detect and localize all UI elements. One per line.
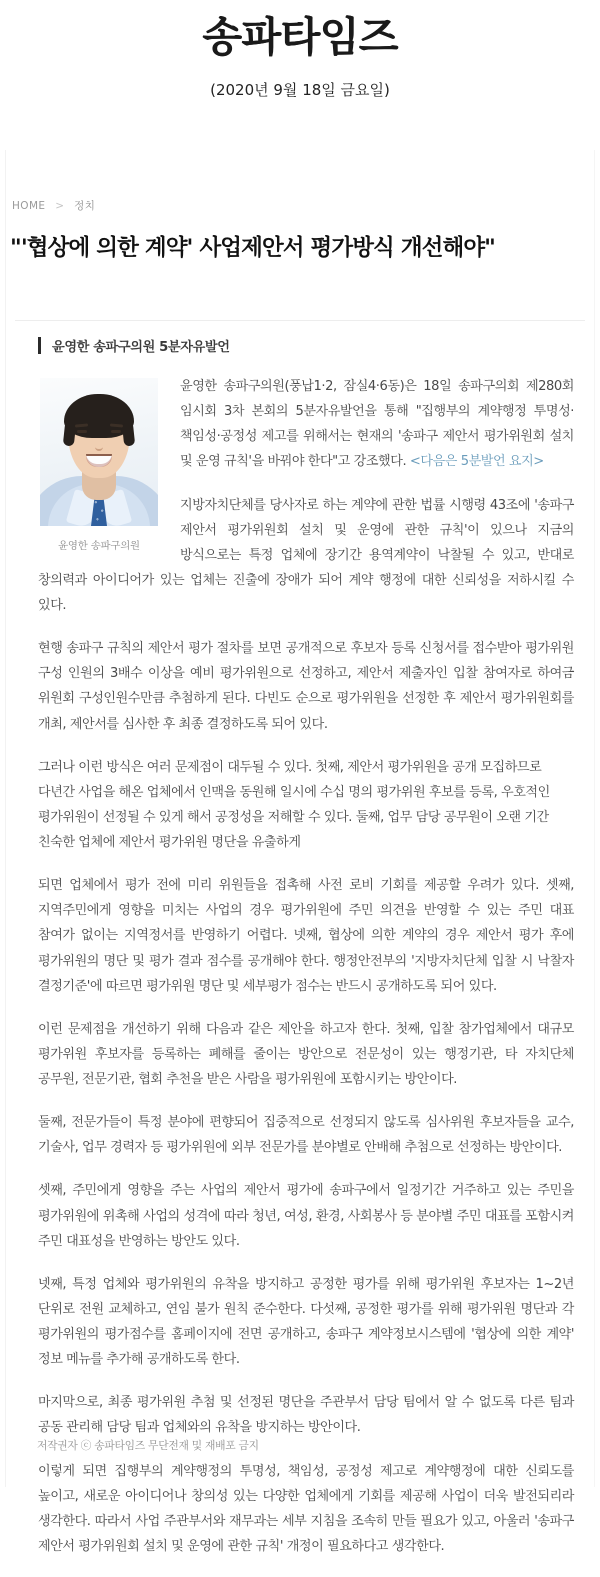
breadcrumb-home-link[interactable]: HOME bbox=[12, 200, 46, 212]
article-paragraph: 현행 송파구 규칙의 제안서 평가 절차를 보면 공개적으로 후보자 등록 신청서를 접수받아 평가위원 구성 인원의 3배수 이상을 예비 평가위원으로 선정하고, 제안서 제출자인 입찰 참여자로 하여금 위원회 구성인원수만큼 추첨하게 된다. 다빈도 순으로 평가위원을 선정한 후 제안서 평가위원회를 개최, 제안서를 심사한 후 최종 결정하도록 되어 있다. bbox=[38, 641, 574, 732]
photo-eye-left bbox=[77, 430, 87, 433]
photo-hair bbox=[64, 394, 134, 438]
breadcrumb bbox=[12, 198, 95, 213]
content-frame bbox=[5, 150, 595, 1554]
article-paragraph: 지방자치단체를 당사자로 하는 계약에 관한 법률 시행령 43조에 '송파구 제안서 평가위원회 설치 및 운영에 관한 규칙'이 있으나 지금의 방식으로는 특정 업체에 장기간 용역계약이 낙찰될 수 있고, 반대로 창의력과 아이디어가 있는 업체는 진출에 장애가 되어 계약 행정에 대한 신뢰성을 저하시킬 수 있다. bbox=[38, 497, 574, 613]
article-subhead bbox=[38, 336, 230, 355]
article-paragraph: 마지막으로, 최종 평가위원 추첨 및 선정된 명단을 주관부서 담당 팀에서 알 수 없도록 다른 팀과 공동 관리해 담당 팀과 업체와의 유착을 방지하는 방안이다. bbox=[38, 1395, 574, 1436]
article-subhead-label: 윤영한 송파구의원 5분자유발언 bbox=[52, 340, 230, 355]
copyright-notice: 저작권자 ⓒ 송파타임즈 무단전재 및 재배포 금지 bbox=[37, 1439, 259, 1452]
site-logo-title[interactable]: 송파타임즈 bbox=[202, 13, 398, 61]
chevron-right-icon: > bbox=[55, 200, 65, 212]
portrait-photo bbox=[40, 378, 158, 526]
article-figure bbox=[40, 378, 164, 552]
photo-eye-right bbox=[111, 430, 121, 433]
article-paragraph: 그러나 이런 방식은 여러 문제점이 대두될 수 있다. 첫째, 제안서 평가위원을 공개 모집하므로 다년간 사업을 해온 업체에서 인맥을 동원해 일시에 수십 명의 평가위원 후보를 등록, 우호적인 평가위원이 선정될 수 있게 해서 공정성을 저해할 수 있다. 둘째, 업무 담당 공무원이 오랜 기간 친숙한 업체에 제안서 평가위원 명단을 유출하게 bbox=[38, 759, 550, 850]
breadcrumb-category-link[interactable]: 정치 bbox=[74, 200, 96, 212]
photo-nose bbox=[95, 440, 103, 451]
article-body bbox=[38, 374, 574, 1577]
article-paragraph: 셋째, 주민에게 영향을 주는 사업의 제안서 평가에 송파구에서 일정기간 거주하고 있는 주민을 평가위원에 위촉해 사업의 성격에 따라 청년, 여성, 환경, 사회봉사 등 분야별 주민 대표를 포함시켜 주민 대표성을 반영하는 방안도 있다. bbox=[38, 1183, 574, 1249]
article-paragraph: 넷째, 특정 업체와 평가위원의 유착을 방지하고 공정한 평가를 위해 평가위원 후보자는 1~2년 단위로 전원 교체하고, 연임 불가 원칙 준수한다. 다섯째, 공정한 평가를 위해 평가위원 명단과 각 평가위원의 평가점수를 홈페이지에 전면 공개하고, 송파구 계약정보시스템에 '협상에 의한 계약' 정보 메뉴를 추가해 공개하도록 한다. bbox=[38, 1276, 574, 1368]
article-paragraph: 이런 문제점을 개선하기 위해 다음과 같은 제안을 하고자 한다. 첫째, 입찰 참가업체에서 대규모 평가위원 후보자를 등록하는 폐해를 줄이는 방안으로 전문성이 있는 행정기관, 타 자치단체 공무원, 전문기관, 협회 추천을 받은 사람을 평가위원에 포함시키는 방안이다. bbox=[38, 1021, 574, 1087]
article-paragraph: 이렇게 되면 집행부의 계약행정의 투명성, 책임성, 공정성 제고로 계약행정에 대한 신뢰도를 높이고, 새로운 아이디어나 창의성 있는 다양한 업체에게 기회를 제공해 사업이 더욱 발전되리라 생각한다. 따라서 사업 주관부서와 재무과는 세부 지침을 조속히 만들 필요가 있고, 아울러 '송파구 제안서 평가위원회 설치 및 운영에 관한 규칙' 개정이 필요하다고 생각한다. bbox=[38, 1463, 574, 1554]
article-paragraph: 둘째, 전문가들이 특정 분야에 편향되어 집중적으로 선정되지 않도록 심사위원 후보자들을 교수, 기술사, 업무 경력자 등 평가위원에 외부 전문가를 분야별로 안배해 추첨으로 선정하는 방안이다. bbox=[38, 1115, 574, 1156]
article-headline: "'협상에 의한 계약' 사업제안서 평가방식 개선해야" bbox=[10, 234, 495, 261]
paragraph-text: 윤영한 송파구의원(풍납1·2, 잠실4·6동)은 18일 송파구의회 제280회 임시회 3차 본회의 5분자유발언을 통해 "집행부의 계약행정 투명성·책임성·공정성 제고를 위해서는 현재의 '송파구 제안서 평가위원회 설치 및 운영 규칙'을 바꿔야 한다"고 강조했다. bbox=[180, 379, 574, 470]
article-paragraph: 되면 업체에서 평가 전에 미리 위원들을 접촉해 사전 로비 기회를 제공할 우려가 있다. 셋째, 지역주민에게 영향을 미치는 사업의 경우 평가위원에 주민 의견을 반영할 수 있는 주민 대표 참여가 없이는 지역정서를 반영하기 어렵다. 넷째, 협상에 의한 계약의 경우 제안서 평가 후에 평가위원의 명단 및 평가 결과 점수를 공개해야 한다. 행정안전부의 '지방자치단체 입찰 시 낙찰자 결정기준'에 따르면 평가위원 명단 및 세부평가 점수는 반드시 공개하도록 되어 있다. bbox=[38, 878, 574, 994]
headline-divider bbox=[15, 320, 585, 321]
photo-caption: 윤영한 송파구의원 bbox=[58, 540, 140, 552]
speech-summary-link[interactable]: <다음은 5분발언 요지> bbox=[409, 454, 544, 470]
accent-bar bbox=[38, 337, 41, 354]
publication-date: (2020년 9월 18일 금요일) bbox=[210, 81, 390, 100]
site-masthead bbox=[0, 0, 600, 100]
